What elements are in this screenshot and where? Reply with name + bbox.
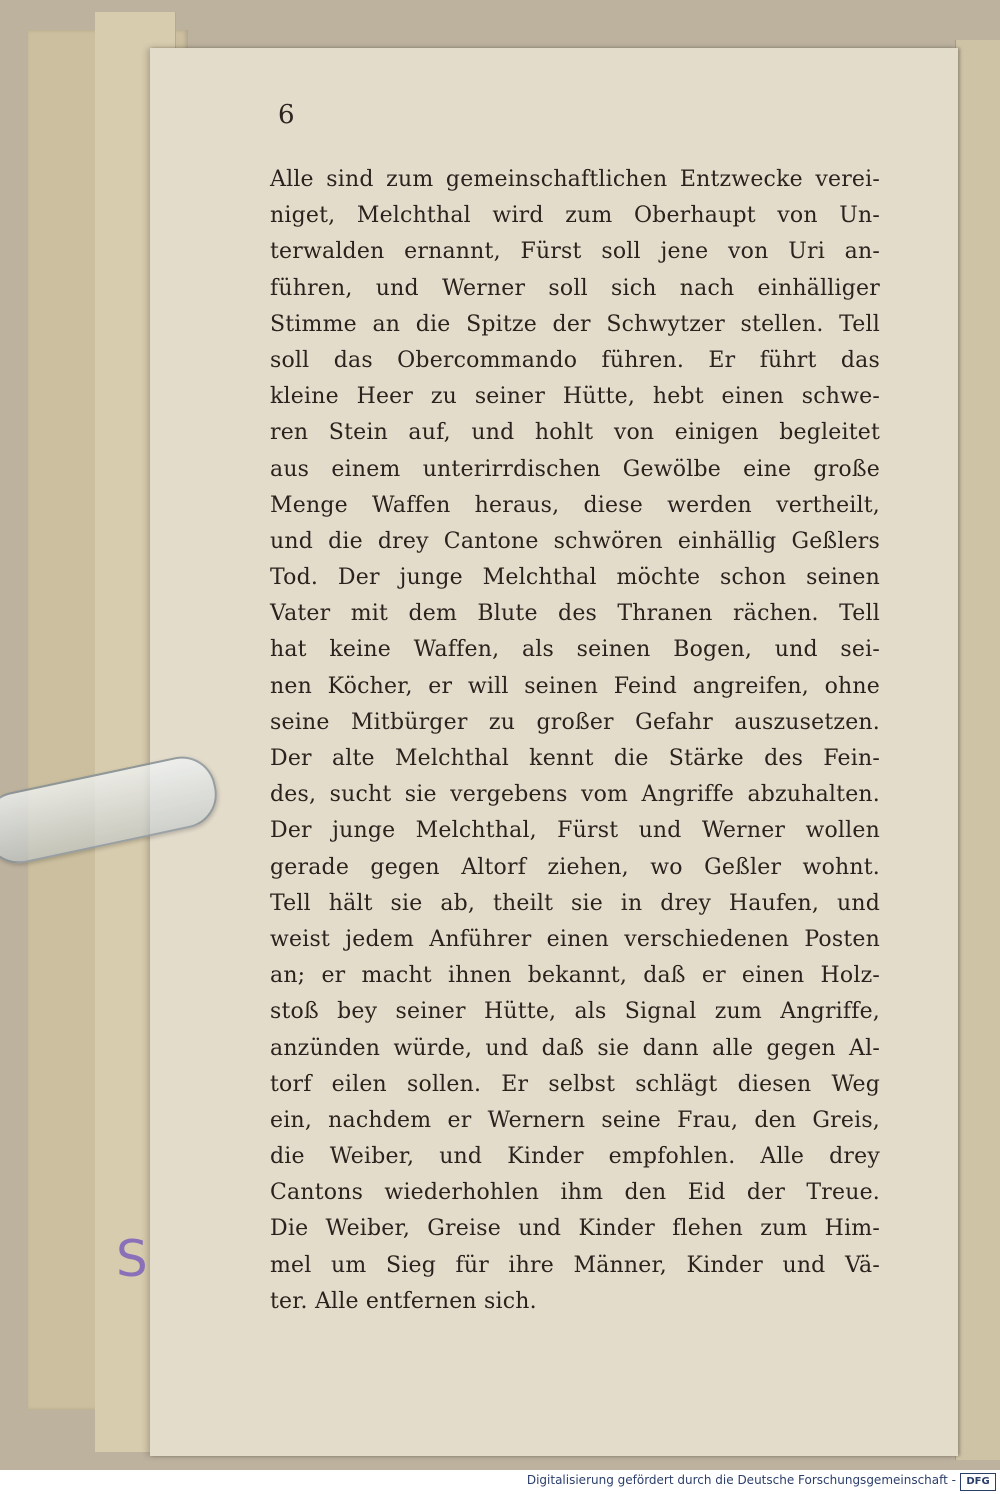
text-line: Alle sind zum gemeinschaftlichen Entzwecke verei- (270, 167, 880, 192)
text-line: des, sucht sie vergebens vom Angriffe abzuhalten. (270, 782, 880, 808)
text-line: Cantons wiederhohlen ihm den Eid der Treue. (270, 1180, 880, 1206)
text-line: Der junge Melchthal, Fürst und Werner wollen (270, 818, 880, 844)
footer-bar (0, 1470, 1000, 1494)
text-line: ein, nachdem er Wernern seine Frau, den Greis, (270, 1107, 880, 1133)
text-line: torf eilen sollen. Er selbst schlägt diesen Weg (270, 1071, 880, 1097)
text-line: nen Köcher, er will seinen Feind angreifen, ohne (270, 673, 880, 699)
text-line: mel um Sieg für ihre Männer, Kinder und Vä- (270, 1252, 880, 1278)
book-page (150, 48, 958, 1456)
text-line: Die Weiber, Greise und Kinder flehen zum Him- (270, 1216, 880, 1242)
text-line: niget, Melchthal wird zum Oberhaupt von Un- (270, 203, 880, 229)
text-line: aus einem unterirrdischen Gewölbe eine große (270, 456, 880, 482)
text-line: weist jedem Anführer einen verschiedenen Posten (270, 926, 880, 952)
text-line: ren Stein auf, und hohlt von einigen begleitet (270, 420, 880, 446)
text-line: stoß bey seiner Hütte, als Signal zum Angriffe, (270, 999, 880, 1025)
next-page-edge (955, 40, 1000, 1460)
text-line: anzünden würde, und daß sie dann alle gegen Al- (270, 1035, 880, 1061)
text-line: die Weiber, und Kinder empfohlen. Alle drey (270, 1144, 880, 1170)
text-line: und die drey Cantone schwören einhällig Geßlers (270, 528, 880, 554)
text-line: terwalden ernannt, Fürst soll jene von Uri an- (270, 239, 880, 265)
text-line: gerade gegen Altorf ziehen, wo Geßler wohnt. (270, 854, 880, 880)
text-line: seine Mitbürger zu großer Gefahr auszusetzen. (270, 709, 880, 735)
text-line: Stimme an die Spitze der Schwytzer stellen. Tell (270, 311, 880, 337)
dfg-logo: DFG (960, 1473, 996, 1491)
text-line: Tod. Der junge Melchthal möchte schon seinen (270, 565, 880, 591)
text-line: kleine Heer zu seiner Hütte, hebt einen schwe- (270, 384, 880, 410)
page-number: 6 (278, 100, 295, 130)
text-line: Tell hält sie ab, theilt sie in drey Haufen, und (270, 890, 880, 916)
library-stamp-letter: S (116, 1230, 148, 1288)
text-line: hat keine Waffen, als seinen Bogen, und sei- (270, 637, 880, 663)
text-line: an; er macht ihnen bekannt, daß er einen Holz- (270, 963, 880, 989)
text-line: Menge Waffen heraus, diese werden vertheilt, (270, 492, 880, 518)
text-line: führen, und Werner soll sich nach einhälliger (270, 275, 880, 301)
funding-credit: Digitalisierung gefördert durch die Deutsche Forschungsgemeinschaft - (526, 1473, 956, 1487)
page-text (270, 162, 880, 1320)
text-line: Der alte Melchthal kennt die Stärke des Fein- (270, 746, 880, 771)
text-line: ter. Alle entfernen sich. (270, 1288, 537, 1314)
text-line: Vater mit dem Blute des Thranen rächen. Tell (270, 601, 880, 627)
text-line: soll das Obercommando führen. Er führt das (270, 347, 880, 373)
